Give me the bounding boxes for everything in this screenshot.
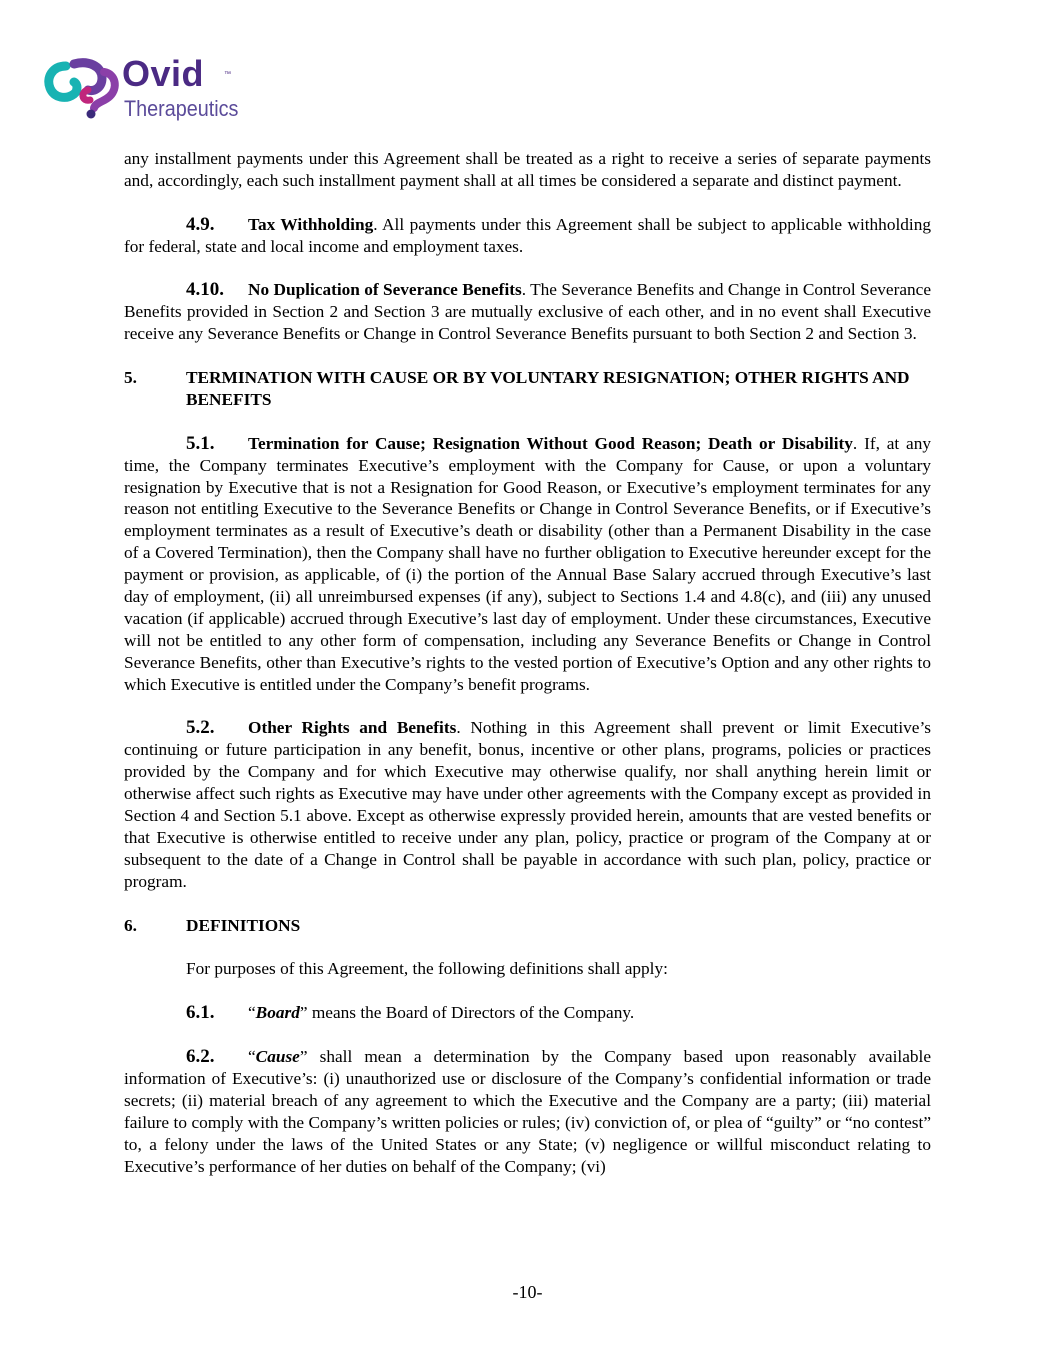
section-number: 5.1. [186, 432, 215, 454]
section-title: DEFINITIONS [186, 915, 301, 935]
document-body [124, 148, 931, 1177]
logo-trademark: ™ [224, 71, 231, 78]
section-heading: No Duplication of Severance Benefits [248, 280, 522, 300]
section-number: 4.9. [186, 213, 215, 235]
section-5-2 [124, 717, 931, 892]
section-heading: Termination for Cause; Resignation Without Good Reason; Death or Disability [248, 433, 853, 453]
section-number: 6.2. [186, 1046, 215, 1068]
section-number: 6. [124, 915, 137, 935]
defined-term: Board [255, 1003, 300, 1023]
section-title: TERMINATION WITH CAUSE OR BY VOLUNTARY RESIGNATION; OTHER RIGHTS AND BENEFITS [186, 368, 910, 409]
section-4-10 [124, 279, 931, 345]
section-number: 5. [124, 368, 137, 388]
section-5-1 [124, 433, 931, 696]
section-6-2 [124, 1046, 931, 1177]
section-number: 5.2. [186, 717, 215, 739]
section-heading: Other Rights and Benefits [248, 718, 457, 738]
brain-icon [44, 58, 122, 120]
section-4-9 [124, 214, 931, 258]
section-text: ” means the Board of Directors of the Company. [299, 1003, 635, 1023]
section-heading: Tax Withholding [248, 214, 374, 234]
section-text: . If, at any time, the Company terminates Executive’s employment with the Company for Cause, or upon a voluntary resignation by Executive that is not a Resignation for Good Reason, or Executive’s employment terminates for any reason not entitling Executive to the Severance Benefits or Change in Control Severance Benefits, or if Executive’s employment terminates as a result of Executive’s death or disability (other than a Permanent Disability in the case of a Covered Termination), then the Company shall have no further obligation to Executive hereunder except for the payment or provision, as applicable, of (i) the portion of the Annual Base Salary accrued through Executive’s last day of employment, (ii) all unreimbursed expenses (if any), subject to Sections 1.4 and 4.8(c), and (iii) any unused vacation (if applicable) accrued through Executive’s last day of employment. Under these circumstances, Executive will not be entitled to any other form of compensation, including any Severance Benefits or Change in Control Severance Benefits, other than Executive’s rights to the vested portion of Executive’s Option and any other rights to which Executive is entitled under the Company’s benefit programs. [124, 433, 931, 694]
section-6-intro: For purposes of this Agreement, the following definitions shall apply: [186, 959, 668, 979]
section-6-1 [124, 1002, 931, 1024]
defined-term: Cause [255, 1047, 300, 1067]
company-logo [44, 53, 284, 128]
section-6-title [124, 915, 931, 937]
section-number: 6.1. [186, 1002, 215, 1024]
section-5-title [124, 367, 931, 411]
section-text: . Nothing in this Agreement shall prevent or limit Executive’s continuing or future participation in any benefit, bonus, incentive or other plans, programs, policies or practices provided by the Company and for which Executive may otherwise qualify, nor shall anything herein limit or otherwise affect such rights as Executive may have under other agreements with the Company except as provided in Section 4 and Section 5.1 above. Except as otherwise expressly provided herein, amounts that are vested benefits or that Executive is otherwise entitled to receive under any plan, policy, practice or program of the Company at or subsequent to the date of a Change in Control shall be payable in accordance with such plan, policy, practice or program. [124, 718, 931, 891]
section-text: ” shall mean a determination by the Company based upon reasonably available information of Executive’s: (i) unauthorized use or disclosure of the Company’s confidential information or trade secrets; (ii) material breach of any agreement to which the Executive and the Company are a party; (iii) material failure to comply with the Company’s written policies or rules; (iv) conviction of, or plea of “guilty” or “no contest” to, a felony under the laws of the United States or any State; (v) negligence or willful misconduct relating to Executive’s performance of her duties on behalf of the Company; (vi) [124, 1047, 931, 1176]
section-text: . All payments under this Agreement shall be subject to applicable withholding for federal, state and local income and employment taxes. [124, 214, 931, 256]
section-text: . The Severance Benefits and Change in Control Severance Benefits provided in Section 2 and Section 3 are mutually exclusive of each other, and in no event shall Executive receive any Severance Benefits or Change in Control Severance Benefits pursuant to both Section 2 and Section 3. [124, 280, 932, 344]
section-number: 4.10. [186, 279, 224, 301]
page-number: -10- [512, 1282, 543, 1302]
logo-subtitle: Therapeutics [124, 96, 239, 121]
open-quote: “ [248, 1047, 256, 1067]
open-quote: “ [248, 1003, 256, 1023]
paragraph-continued: any installment payments under this Agreement shall be treated as a right to receive a series of separate payments and, accordingly, each such installment payment shall at all times be considered a separate and distinct payment. [124, 149, 931, 190]
logo-name: Ovid [122, 53, 205, 94]
